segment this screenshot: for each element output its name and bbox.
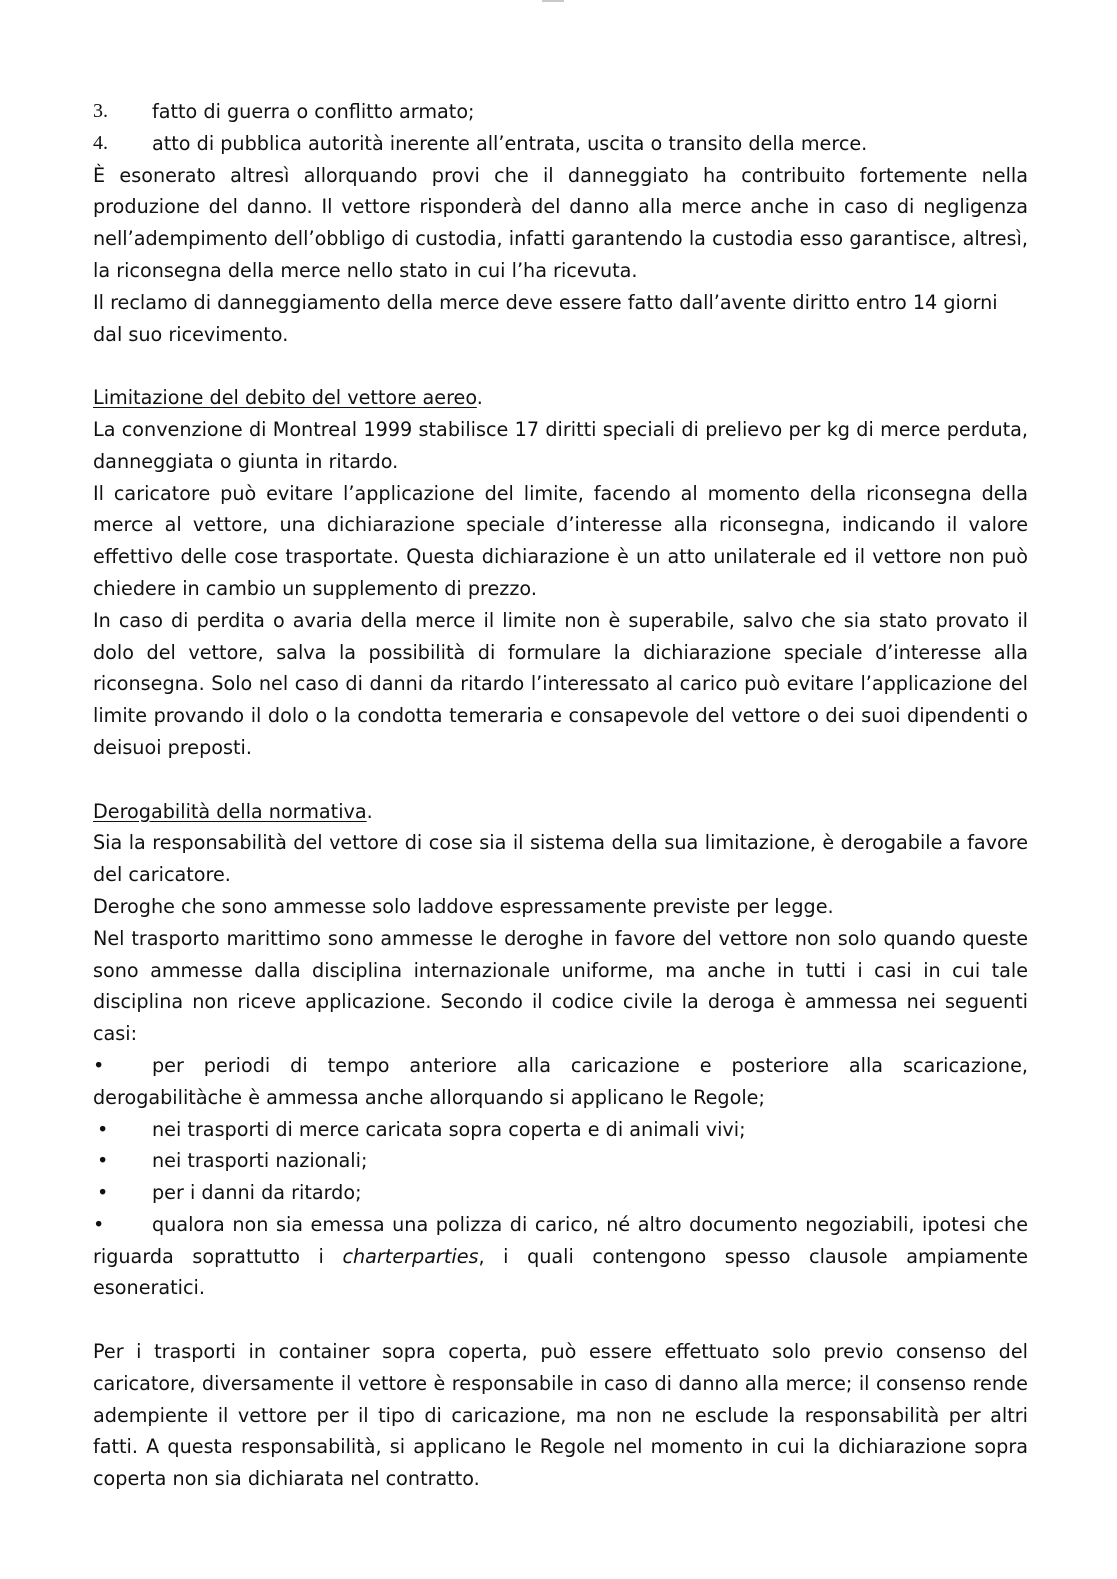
paragraph: Sia la responsabilità del vettore di cose sia il sistema della sua limitazione, è derogabile a favore del caricatore. <box>93 831 1028 887</box>
bullet-icon: • <box>97 1149 109 1173</box>
spacer <box>93 764 1028 796</box>
heading-suffix: . <box>366 799 373 823</box>
bullet-text: per periodi di tempo anteriore alla caricazione e posteriore alla scaricazione, derogabilitàche è ammessa anche allorquando si applicano le Regole; <box>93 1053 1028 1109</box>
paragraph: È esonerato altresì allorquando provi che il danneggiato ha contribuito fortemente nella produzione del danno. Il vettore risponderà del danno alla merce anche in caso di negligenza nell’adempimento dell’obbligo di custodia, infatti garantendo la custodia esso garantisce, altresì, la riconsegna della merce nello stato in cui l’ha ricevuta. <box>93 163 1028 282</box>
paragraph: Il reclamo di danneggiamento della merce deve essere fatto dall’avente diritto entro 14 giorni dal suo ricevimento. <box>93 290 998 346</box>
item-number: 3. <box>93 100 108 122</box>
paragraph: Il caricatore può evitare l’applicazione del limite, facendo al momento della riconsegna della merce al vettore, una dichiarazione speciale d’interesse alla riconsegna, indicando il valore effettivo delle cose trasportate. Questa dichiarazione è un atto unilaterale ed il vettore non può chiedere in cambio un supplemento di prezzo. <box>93 481 1028 600</box>
item-text: fatto di guerra o conflitto armato; <box>152 100 475 123</box>
bullet-text: per i danni da ritardo; <box>152 1181 362 1205</box>
bullet-icon: • <box>93 1212 105 1236</box>
bullet-text: qualora non sia emessa una polizza di carico, né altro documento negoziabili, ipotesi che riguarda soprattutto i <box>93 1212 1028 1268</box>
page-top-mark <box>542 0 564 6</box>
bullet-icon: • <box>97 1181 109 1205</box>
spacer <box>93 350 1028 382</box>
spacer <box>93 1304 1028 1336</box>
bullet-text: nei trasporti nazionali; <box>152 1149 368 1173</box>
bullet-item <box>93 1114 1028 1146</box>
paragraph: Per i trasporti in container sopra coperta, può essere effettuato solo previo consenso del caricatore, diversamente il vettore è responsabile in caso di danno alla merce; il consenso rende adempiente il vettore per il tipo di caricazione, ma non ne esclude la responsabilità per altri fatti. A questa responsabilità, si applicano le Regole nel momento in cui la dichiarazione sopra coperta non sia dichiarata nel contratto. <box>93 1340 1028 1491</box>
heading-text: Limitazione del debito del vettore aereo <box>93 386 477 410</box>
paragraph: La convenzione di Montreal 1999 stabilisce 17 diritti speciali di prelievo per kg di merce perduta, danneggiata o giunta in ritardo. <box>93 417 1028 473</box>
paragraph: Nel trasporto marittimo sono ammesse le deroghe in favore del vettore non solo quando queste sono ammesse dalla disciplina internazionale uniforme, ma anche in tutti i casi in cui tale disciplina non riceve applicazione. Secondo il codice civile la deroga è ammessa nei seguenti casi: <box>93 926 1028 1046</box>
numbered-item <box>93 128 1028 160</box>
section-heading-limitazione <box>93 382 1028 414</box>
paragraph: Deroghe che sono ammesse solo laddove espressamente previste per legge. <box>93 894 834 918</box>
item-number: 4. <box>93 131 108 154</box>
bullet-item <box>93 1209 1028 1304</box>
document-page <box>93 96 1028 1495</box>
italic-term: charterparties <box>342 1244 479 1268</box>
bullet-item <box>93 1177 1028 1209</box>
bullet-icon: • <box>97 1117 109 1141</box>
bullet-text: nei trasporti di merce caricata sopra coperta e di animali vivi; <box>152 1117 746 1141</box>
bullet-item <box>93 1050 1028 1114</box>
numbered-item <box>93 96 1028 128</box>
bullet-text-end: , i quali contengono spesso clausole ampiamente esoneratici. <box>93 1244 1028 1300</box>
bullet-icon: • <box>93 1053 105 1077</box>
heading-text: Derogabilità della normativa <box>93 799 367 823</box>
section-heading-derogabilita <box>93 796 1028 828</box>
paragraph: In caso di perdita o avaria della merce il limite non è superabile, salvo che sia stato provato il dolo del vettore, salva la possibilità di formulare la dichiarazione speciale d’interesse alla riconsegna. Solo nel caso di danni da ritardo l’interessato al carico può evitare l’applicazione del limite provando il dolo o la condotta temeraria e consapevole del vettore o dei suoi dipendenti o deisuoi preposti. <box>93 608 1028 759</box>
heading-suffix: . <box>476 386 483 410</box>
bullet-item <box>93 1145 1028 1177</box>
item-text: atto di pubblica autorità inerente all’entrata, uscita o transito della merce. <box>152 131 868 155</box>
